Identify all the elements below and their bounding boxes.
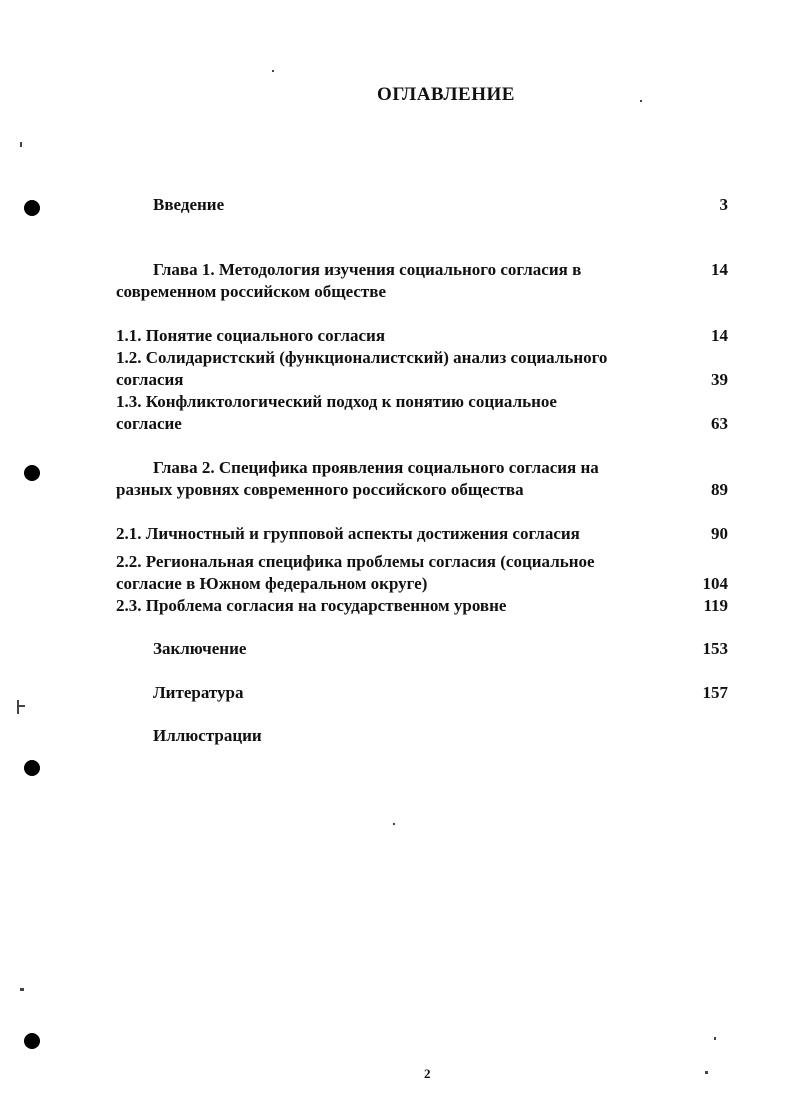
punch-hole — [24, 760, 40, 776]
toc-entry-1-3-line-1: 1.3. Конфликтологический подход к понятию социальное — [116, 392, 557, 411]
scan-speck — [714, 1037, 716, 1040]
toc-entry-1-1: 1.1. Понятие социального согласия — [116, 326, 386, 345]
toc-page-conclusion: 153 — [702, 639, 728, 658]
toc-page-2-2: 104 — [702, 574, 728, 593]
scan-speck — [17, 700, 19, 714]
toc-entry-2-1: 2.1. Личностный и групповой аспекты достижения согласия — [116, 524, 580, 543]
toc-entry-chapter-1-line-1: Глава 1. Методология изучения социального согласия в — [153, 260, 582, 279]
toc-entry-chapter-1-line-2: современном российском обществе — [116, 282, 387, 301]
toc-page-2-1: 90 — [711, 524, 728, 543]
toc-entry-conclusion: Заключение — [153, 639, 247, 658]
toc-entry-2-2-line-2: согласие в Южном федеральном округе) — [116, 574, 428, 593]
punch-hole — [24, 1033, 40, 1049]
toc-page-literature: 157 — [702, 683, 728, 702]
scan-speck — [20, 988, 24, 991]
toc-entry-2-3: 2.3. Проблема согласия на государственном уровне — [116, 596, 507, 615]
toc-entry-illustrations: Иллюстрации — [153, 726, 262, 745]
punch-hole — [24, 465, 40, 481]
page-number: 2 — [424, 1066, 431, 1081]
toc-entry-chapter-2-line-1: Глава 2. Специфика проявления социального согласия на — [153, 458, 599, 477]
scan-speck — [20, 142, 22, 147]
toc-entry-1-2-line-2: согласия — [116, 370, 184, 389]
toc-page-intro: 3 — [719, 195, 728, 214]
toc-entry-1-2-line-1: 1.2. Солидаристский (функционалистский) анализ социального — [116, 348, 608, 367]
scan-speck — [19, 705, 25, 707]
page-title: ОГЛАВЛЕНИЕ — [377, 84, 515, 105]
punch-hole — [24, 200, 40, 216]
scan-speck — [393, 823, 395, 825]
scan-speck — [705, 1071, 708, 1074]
toc-page-1-1: 14 — [711, 326, 728, 345]
toc-entry-1-3-line-2: согласие — [116, 414, 182, 433]
toc-page-chapter-2: 89 — [711, 480, 728, 499]
toc-page-1-2: 39 — [711, 370, 728, 389]
toc-page-2-3: 119 — [703, 596, 728, 615]
toc-entry-chapter-2-line-2: разных уровнях современного российского общества — [116, 480, 524, 499]
toc-page-chapter-1: 14 — [711, 260, 728, 279]
toc-entry-intro: Введение — [153, 195, 225, 214]
toc-page-1-3: 63 — [711, 414, 728, 433]
toc-entry-2-2-line-1: 2.2. Региональная специфика проблемы согласия (социальное — [116, 552, 595, 571]
toc-entry-literature: Литература — [153, 683, 244, 702]
scan-speck — [272, 70, 274, 72]
